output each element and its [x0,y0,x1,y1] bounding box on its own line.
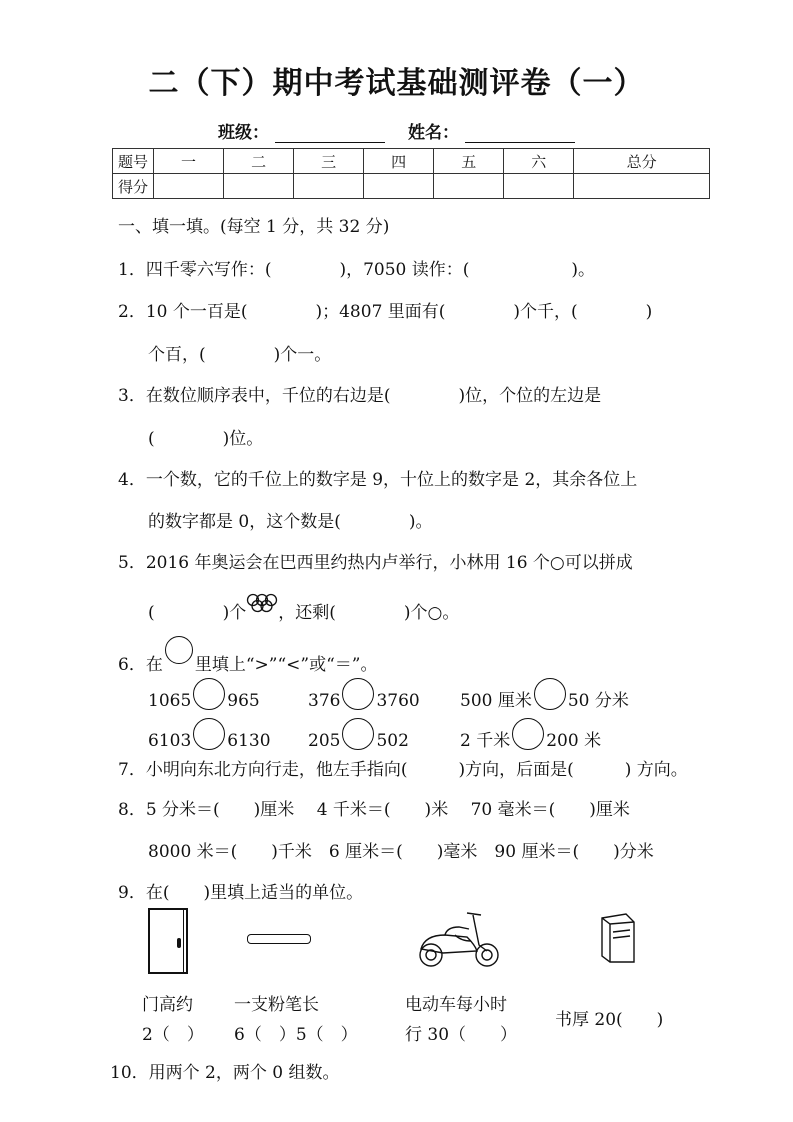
question-5-line-1: 5．2016 年奥运会在巴西里约热内卢举行，小林用 16 个○可以拼成 [118,553,633,573]
question-2-line-1: 2．10 个一百是( )；4807 里面有( )个千，( ) [118,302,653,322]
score-cell[interactable] [504,174,574,199]
scooter-label-line-2: 行 30（ ） [405,1025,518,1045]
score-cell: 得分 [113,174,154,199]
door-knob-icon [177,938,181,948]
book-picture [598,912,638,964]
book-label: 书厚 20( ) [555,1010,664,1030]
compare-right: 6130 [227,731,271,751]
question-4-line-1: 4．一个数，它的千位上的数字是 9，十位上的数字是 2，其余各位上 [118,470,638,490]
question-2-line-2: 个百，( )个一。 [148,345,332,365]
door-label-line-1: 门高约 [142,995,193,1015]
question-5-line-2 [148,592,459,623]
score-cell: 一 [154,149,224,174]
chalk-label-line-1: 一支粉笔长 [234,995,319,1015]
score-cell[interactable] [154,174,224,199]
compare-right: 200 米 [546,731,602,751]
score-cell: 五 [434,149,504,174]
page-title: 二（下）期中考试基础测评卷（一） [148,66,645,101]
compare-item [148,718,271,751]
compare-item [308,718,409,751]
question-8-line-2: 8000 米＝( )千米 6 厘米＝( )毫米 90 厘米＝( )分米 [148,842,654,862]
compare-item [308,678,420,711]
q5-text-a: ( )个 [148,603,247,623]
compare-circle[interactable] [512,718,544,750]
score-cell: 四 [364,149,434,174]
compare-right: 3760 [376,691,420,711]
question-4-line-2: 的数字都是 0，这个数是( )。 [148,512,433,532]
question-6 [118,636,377,675]
question-7: 7．小明向东北方向行走，他左手指向( )方向，后面是( ) 方向。 [118,760,688,780]
compare-circle[interactable] [342,718,374,750]
compare-left: 2 千米 [460,731,511,751]
compare-left: 500 厘米 [460,691,532,711]
question-3-line-2: ( )位。 [148,429,264,449]
compare-item [148,678,260,711]
class-blank[interactable] [275,126,385,143]
q6-text-a: 6．在 [118,655,163,675]
compare-circle[interactable] [193,718,225,750]
question-3-line-1: 3．在数位顺序表中，千位的右边是( )位，个位的左边是 [118,386,602,406]
chalk-picture [247,934,311,944]
score-cell[interactable] [364,174,434,199]
question-1: 1．四千零六写作：( )，7050 读作：( )。 [118,260,596,280]
name-label: 姓名： [408,123,459,143]
compare-left: 1065 [148,691,192,711]
score-table-header-row [113,149,710,174]
q6-text-b: 里填上“>”“<”或“＝”。 [194,655,378,675]
compare-circle[interactable] [193,678,225,710]
score-table [112,148,710,199]
section-heading: 一、填一填。(每空 1 分，共 32 分) [118,217,390,237]
question-10: 10．用两个 2，两个 0 组数。 [110,1063,340,1083]
score-cell[interactable] [434,174,504,199]
name-field [408,118,575,143]
score-cell[interactable] [294,174,364,199]
olympic-rings-icon [246,592,278,614]
chalk-label-line-2: 6（ ）5（ ） [234,1025,358,1045]
class-field [218,118,385,143]
compare-right: 965 [227,691,260,711]
door-picture [148,908,188,974]
scooter-picture [415,905,503,969]
score-cell[interactable] [574,174,710,199]
compare-circle[interactable] [342,678,374,710]
compare-circle[interactable] [534,678,566,710]
question-8-line-1: 8．5 分米＝( )厘米 4 千米＝( )米 70 毫米＝( )厘米 [118,800,630,820]
circle-icon [165,636,193,664]
compare-item [460,678,629,711]
door-edge [183,908,188,974]
q5-text-b: ，还剩( )个○。 [278,603,460,623]
compare-left: 6103 [148,731,192,751]
score-cell: 二 [224,149,294,174]
score-table-score-row [113,174,710,199]
question-9: 9．在( )里填上适当的单位。 [118,883,364,903]
score-cell[interactable] [224,174,294,199]
compare-left: 205 [308,731,341,751]
compare-right: 502 [376,731,409,751]
score-cell: 六 [504,149,574,174]
compare-left: 376 [308,691,341,711]
score-cell: 题号 [113,149,154,174]
door-label-line-2: 2（ ） [142,1025,204,1045]
compare-right: 50 分米 [567,691,629,711]
class-label: 班级： [218,123,269,143]
score-cell: 三 [294,149,364,174]
compare-item [460,718,601,751]
scooter-label-line-1: 电动车每小时 [405,995,507,1015]
score-cell: 总分 [574,149,710,174]
name-blank[interactable] [465,126,575,143]
